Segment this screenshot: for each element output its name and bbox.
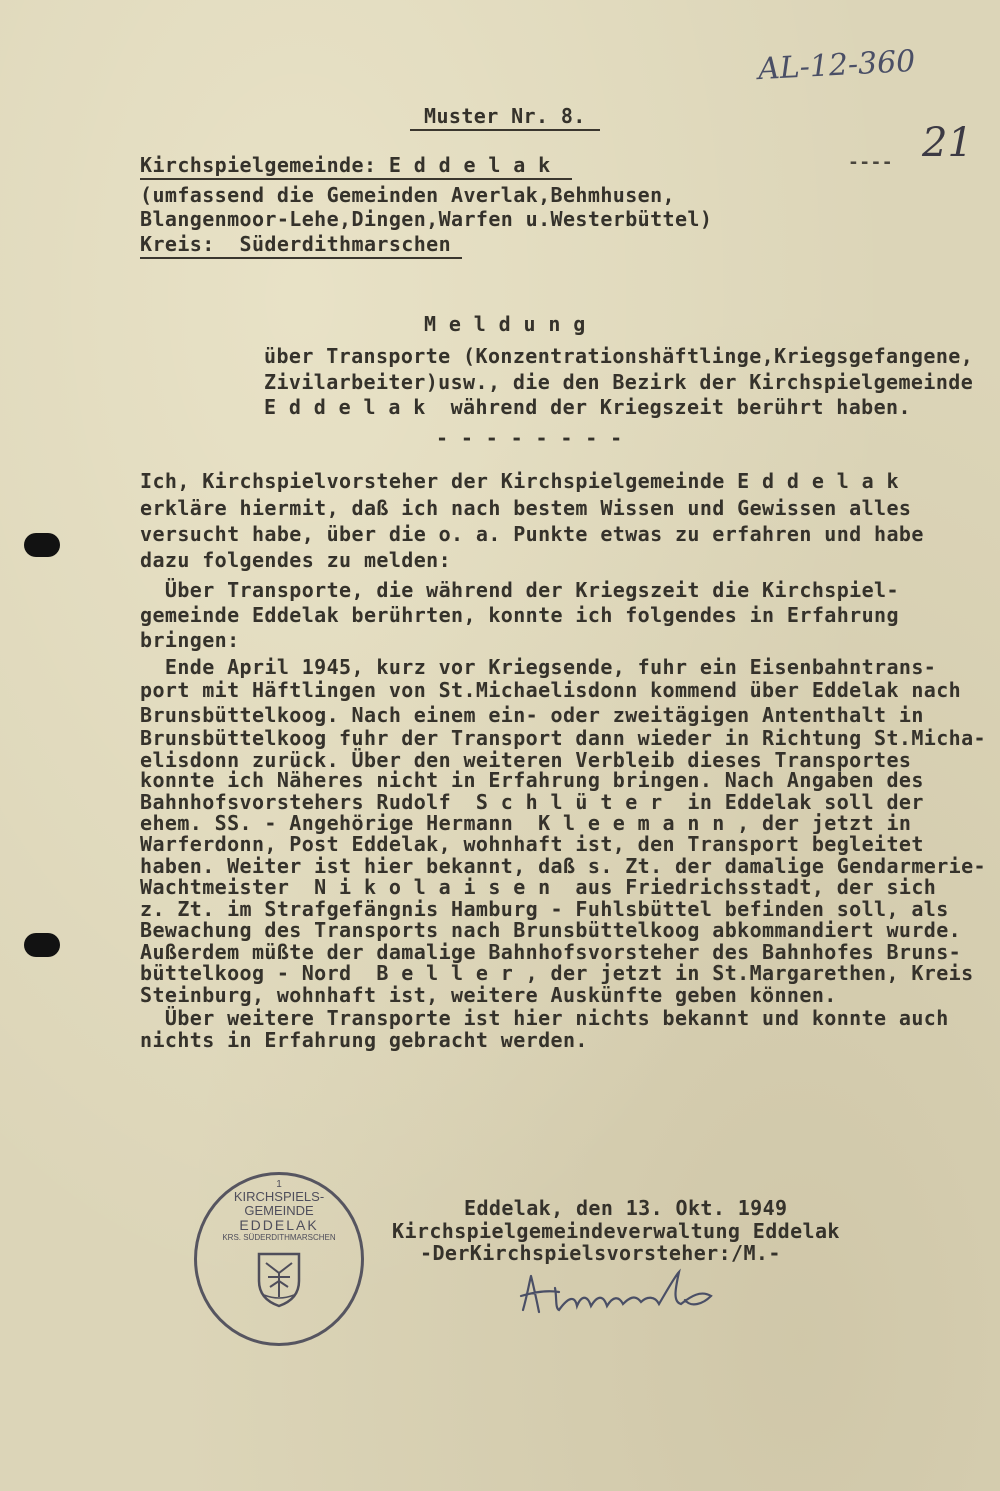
body-line: Ich, Kirchspielvorsteher der Kirchspielgemeinde E d d e l a k — [140, 469, 899, 493]
district: Kreis: Süderdithmarschen — [140, 232, 452, 256]
page-number-dashes: ---- — [848, 152, 893, 173]
body-line: ehem. SS. - Angehörige Hermann K l e e m a n n , der jetzt in — [140, 811, 912, 835]
subject-line-3: E d d e l a k während der Kriegszeit berührt haben. — [264, 395, 911, 419]
body-line: elisdonn zurück. Über den weiteren Verbleib dieses Transportes — [140, 748, 912, 772]
stamp-line-2: GEMEINDE — [244, 1203, 314, 1218]
stamp-number: 1 — [276, 1179, 282, 1190]
signatory-title: -DerKirchspielsvorsteher:/M.- — [420, 1241, 781, 1265]
punch-hole-top — [24, 533, 60, 557]
punch-hole-bottom — [24, 933, 60, 957]
body-line: versucht habe, über die o. a. Punkte etwas zu erfahren und habe — [140, 522, 924, 546]
coat-of-arms-icon — [256, 1251, 302, 1309]
signature — [515, 1266, 725, 1326]
body-line: port mit Häftlingen von St.Michaelisdonn kommend über Eddelak nach — [140, 678, 962, 702]
place-date: Eddelak, den 13. Okt. 1949 — [464, 1196, 788, 1220]
subject-line-2: Zivilarbeiter)usw., die den Bezirk der Kirchspielgemeinde — [264, 370, 974, 394]
body-line: Bewachung des Transports nach Brunsbüttelkoog abkommandiert wurde. — [140, 918, 962, 942]
body-line: gemeinde Eddelak berührten, konnte ich folgendes in Erfahrung — [140, 603, 899, 627]
body-line: konnte ich Näheres nicht in Erfahrung bringen. Nach Angaben des — [140, 768, 924, 792]
body-line: Ende April 1945, kurz vor Kriegsende, fuhr ein Eisenbahntrans- — [140, 655, 937, 679]
parish-name: Kirchspielgemeinde: E d d e l a k — [140, 153, 551, 177]
form-heading: Muster Nr. 8. — [424, 104, 586, 128]
document-title: M e l d u n g — [424, 312, 586, 336]
body-line: Bahnhofsvorstehers Rudolf S c h l ü t e r in Eddelak soll der — [140, 790, 924, 814]
district-underline — [140, 257, 462, 259]
page-number: 21 — [922, 120, 973, 166]
parish-underline — [140, 178, 572, 180]
body-line: haben. Weiter ist hier bekannt, daß s. Zt. der damalige Gendarmerie- — [140, 854, 986, 878]
subject-line-1: über Transporte (Konzentrationshäftlinge,Kriegsgefangene, — [264, 344, 974, 368]
heading-underline — [410, 129, 600, 131]
stamp-line-4: KRS. SÜDERDITHMARSCHEN — [222, 1233, 336, 1242]
body-line: z. Zt. im Strafgefängnis Hamburg - Fuhlsbüttel befinden soll, als — [140, 897, 949, 921]
body-line: Außerdem müßte der damalige Bahnhofsvorsteher des Bahnhofes Bruns- — [140, 940, 962, 964]
stamp-line-1: KIRCHSPIELS- — [233, 1189, 325, 1204]
parish-municipalities-1: (umfassend die Gemeinden Averlak,Behmhusen, — [140, 183, 675, 207]
body-line: Brunsbüttelkoog fuhr der Transport dann wieder in Richtung St.Micha- — [140, 726, 986, 750]
separator: - - - - - - - - — [436, 426, 623, 450]
body-line: dazu folgendes zu melden: — [140, 548, 452, 572]
body-line: büttelkoog - Nord B e l l e r , der jetzt in St.Margarethen, Kreis — [140, 961, 974, 985]
body-line: bringen: — [140, 628, 240, 652]
body-line: Warferdonn, Post Eddelak, wohnhaft ist, den Transport begleitet — [140, 832, 924, 856]
body-line: Über Transporte, die während der Kriegszeit die Kirchspiel- — [140, 578, 899, 602]
body-line: nichts in Erfahrung gebracht werden. — [140, 1028, 588, 1052]
body-line: Steinburg, wohnhaft ist, weitere Auskünfte geben können. — [140, 983, 837, 1007]
body-line: erkläre hiermit, daß ich nach bestem Wissen und Gewissen alles — [140, 496, 912, 520]
body-line: Brunsbüttelkoog. Nach einem ein- oder zweitägigen Antenthalt in — [140, 703, 924, 727]
official-stamp — [194, 1172, 364, 1346]
stamp-line-3: EDDELAK — [239, 1217, 319, 1233]
archive-reference: AL-12-360 — [757, 43, 917, 88]
body-line: Wachtmeister N i k o l a i s e n aus Friedrichsstadt, der sich — [140, 875, 937, 899]
body-line: Über weitere Transporte ist hier nichts bekannt und konnte auch — [140, 1006, 949, 1030]
issuing-office: Kirchspielgemeindeverwaltung Eddelak — [392, 1219, 840, 1243]
parish-municipalities-2: Blangenmoor-Lehe,Dingen,Warfen u.Westerbüttel) — [140, 207, 713, 231]
